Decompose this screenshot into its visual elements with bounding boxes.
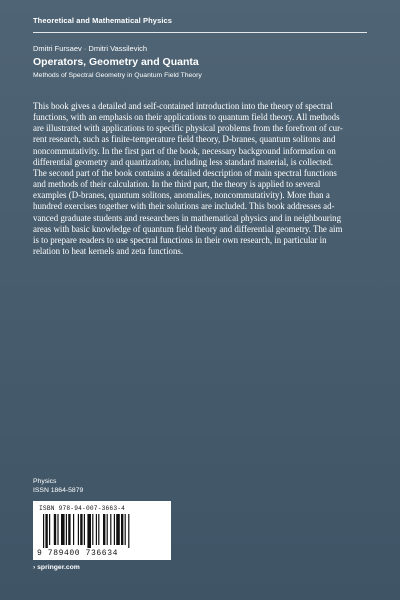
description-line: examples (D-branes, quantum solitons, anomalies, noncommutativity). More than a <box>33 190 330 201</box>
barcode-bar <box>54 514 56 545</box>
book-description <box>33 101 371 257</box>
barcode-bar <box>98 514 99 545</box>
book-authors: Dmitri Fursaev · Dmitri Vassilevich <box>33 44 148 53</box>
barcode-bar <box>125 514 126 545</box>
barcode-bar <box>61 514 65 545</box>
barcode-bar <box>116 514 120 545</box>
barcode-bar <box>57 514 58 545</box>
barcode-bar <box>96 514 97 545</box>
barcode-bar <box>49 514 50 545</box>
description-line: hundred exercises together with their solutions are included. This book addresses ad- <box>33 201 335 212</box>
description-line: are illustrated with applications to specific physical problems from the forefront of cur- <box>33 123 343 134</box>
barcode-bar <box>73 514 74 545</box>
barcode <box>33 501 171 560</box>
barcode-bar <box>84 514 85 545</box>
barcode-bar <box>45 514 47 548</box>
publisher-url[interactable]: › springer.com <box>33 564 80 571</box>
description-line: relation to heat kernels and zeta functions. <box>33 246 184 257</box>
issn-label: ISSN 1864-5879 <box>33 487 84 494</box>
barcode-bars <box>43 514 163 548</box>
description-line: noncommutativity. In the first part of the book, necessary background information on <box>33 145 336 156</box>
description-line: differential geometry and quantization, including less standard material, is collected. <box>33 156 334 167</box>
header-divider <box>33 32 367 33</box>
barcode-isbn: ISBN 978-94-007-3663-4 <box>39 505 126 512</box>
barcode-bar <box>107 514 108 545</box>
barcode-bar <box>103 514 105 545</box>
description-line: rent research, such as finite-temperature field theory, D-branes, quantum solitons and <box>33 134 336 145</box>
book-title: Operators, Geometry and Quanta <box>33 56 199 68</box>
barcode-bar <box>68 514 70 545</box>
barcode-bar <box>128 514 129 548</box>
barcode-bar <box>92 514 93 545</box>
description-line: and methods of their calculation. In the third part, the theory is applied to several <box>33 179 321 190</box>
description-line: The second part of the book contains a detailed description of main spectral functions <box>33 167 337 178</box>
barcode-bar <box>78 514 79 545</box>
barcode-bar <box>121 514 123 545</box>
description-line: vanced graduate students and researchers in mathematical physics and in neighbouring <box>33 212 342 223</box>
barcode-number: 9 789400 736634 <box>37 549 119 558</box>
series-name: Theoretical and Mathematical Physics <box>33 16 173 25</box>
barcode-bar <box>66 514 67 545</box>
description-line: areas with basic knowledge of quantum field theory and differential geometry. The aim <box>33 223 343 234</box>
book-subtitle: Methods of Spectral Geometry in Quantum Field Theory <box>33 72 202 79</box>
description-line: functions, with an emphasis on their applications to quantum field theory. All methods <box>33 112 340 123</box>
category-block <box>33 477 83 495</box>
barcode-bar <box>43 514 44 548</box>
barcode-bar <box>110 514 111 545</box>
barcode-bar <box>80 514 82 545</box>
description-line: is to prepare readers to use spectral functions in their own research, in particular in <box>33 234 327 245</box>
barcode-bar <box>87 514 91 548</box>
description-line: This book gives a detailed and self-contained introduction into the theory of spectral <box>33 101 333 111</box>
category-label: Physics <box>33 478 57 485</box>
barcode-bar <box>114 514 115 545</box>
